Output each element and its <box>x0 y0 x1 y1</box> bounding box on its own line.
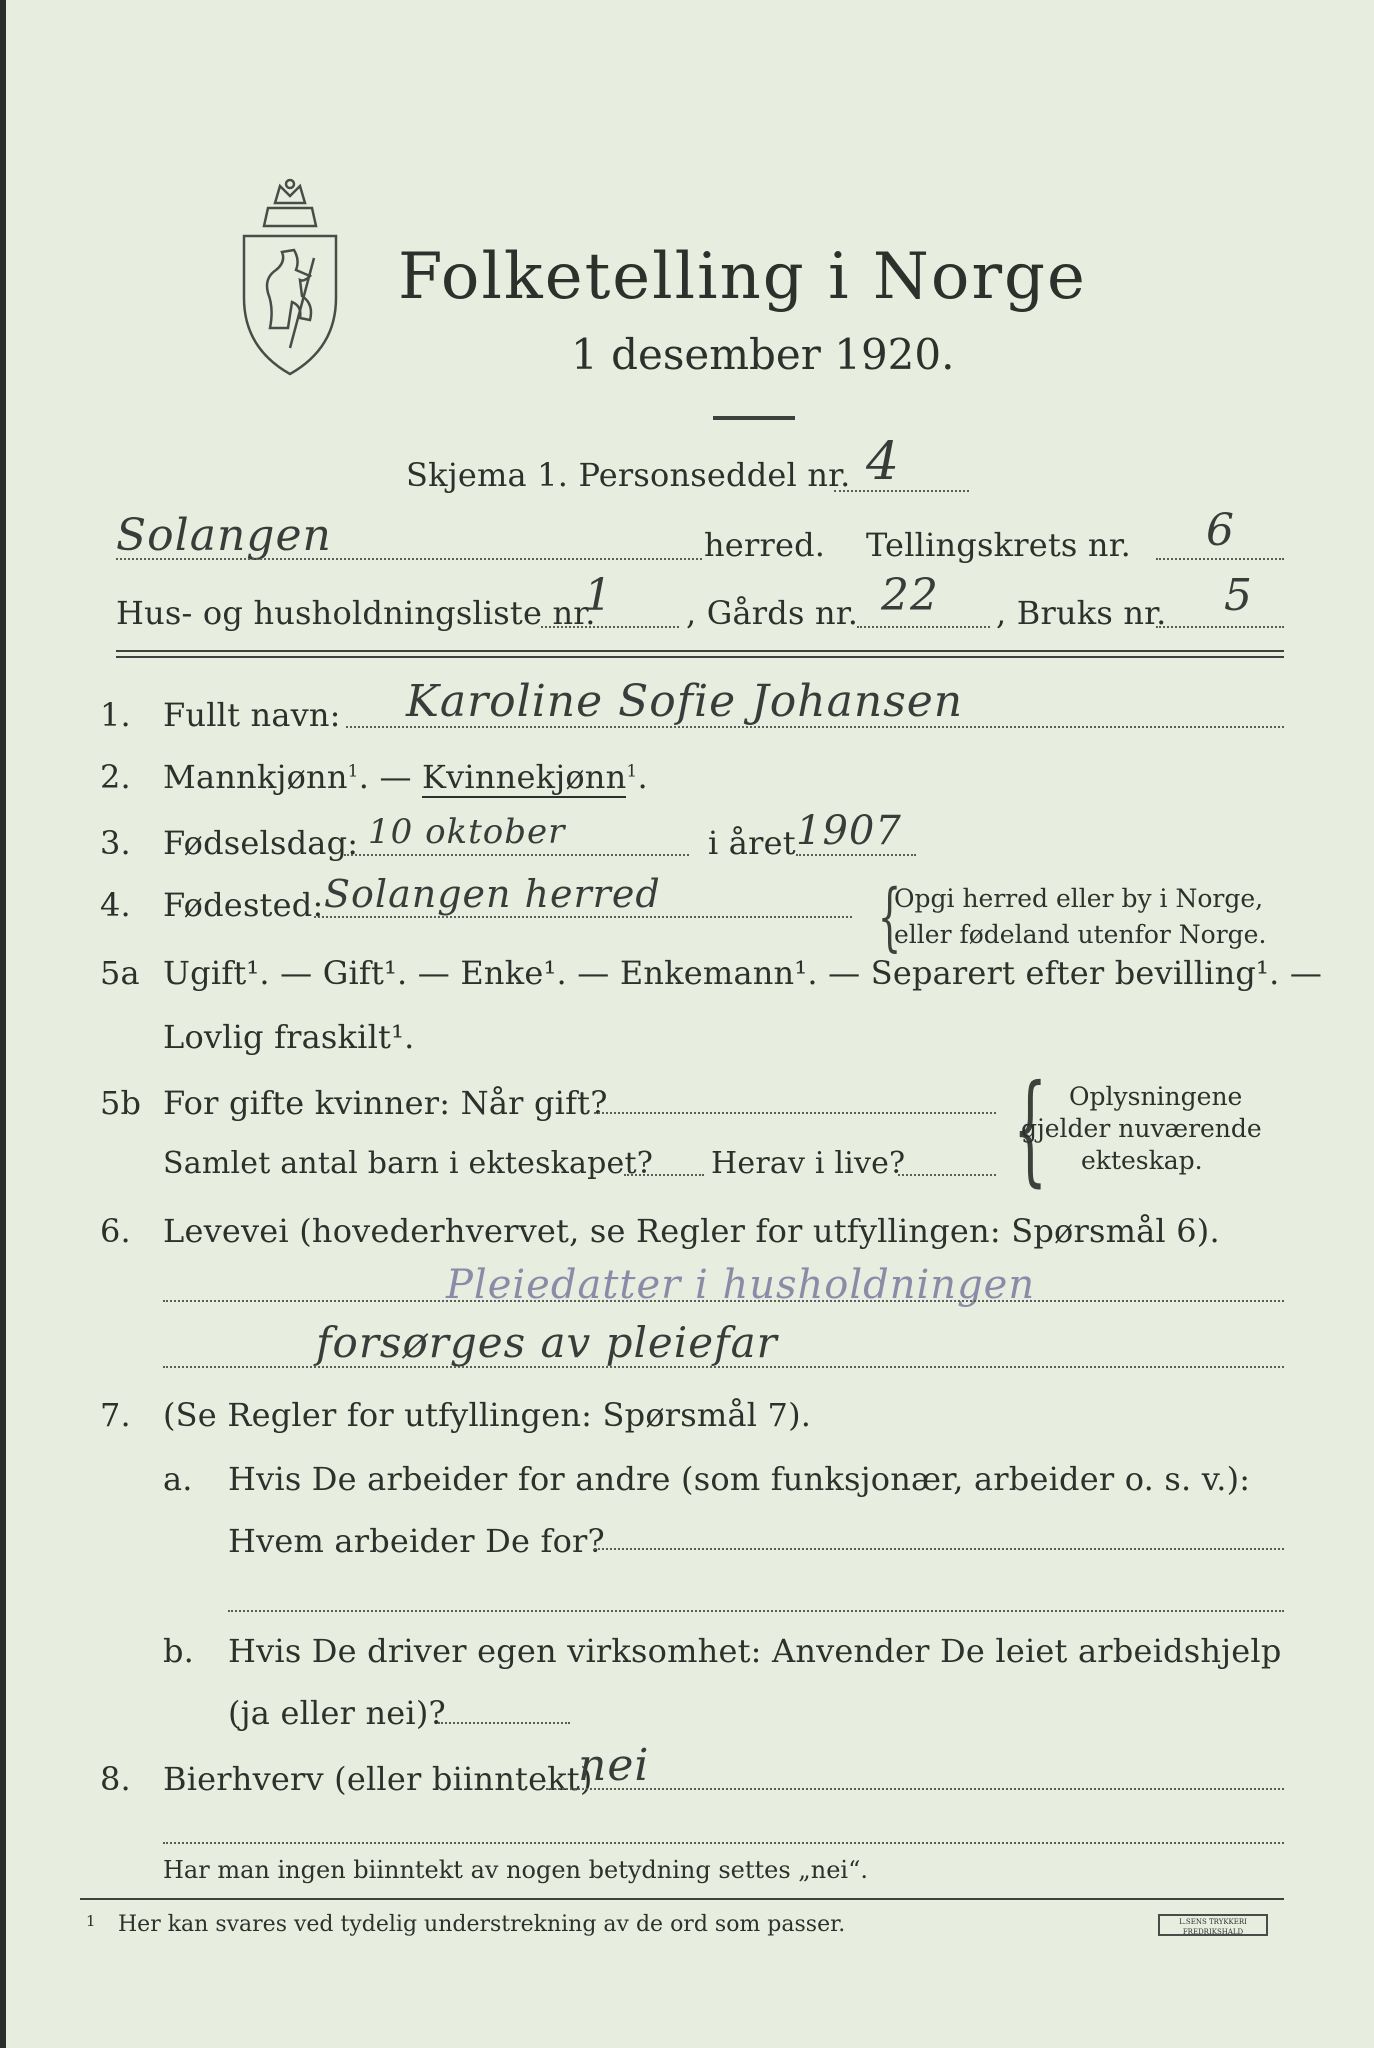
q6-dotline-2 <box>163 1366 1284 1368</box>
q5a-number: 5a <box>100 954 140 992</box>
q8-number: 8. <box>100 1760 131 1798</box>
personseddel-number: 4 <box>866 432 901 492</box>
gards-label: , Gårds nr. <box>686 594 859 632</box>
q2-male-option: Mannkjønn <box>163 758 348 796</box>
q7a-line2: Hvem arbeider De for? <box>228 1522 605 1560</box>
q8-dotline-1 <box>546 1788 1284 1790</box>
q3-year-dotline <box>796 854 916 856</box>
q8-value: nei <box>578 1740 650 1791</box>
q5b-married-dotline <box>594 1112 996 1114</box>
nei-instruction: Har man ingen biinntekt av nogen betydning settes „nei“. <box>163 1856 868 1884</box>
q4-note-line2: eller fødeland utenfor Norge. <box>894 920 1267 949</box>
husliste-value: 1 <box>584 570 613 621</box>
q7b-line1: Hvis De driver egen virksomhet: Anvender De leiet arbeidshjelp <box>228 1632 1282 1670</box>
q2-gender: Mannkjønn$^1$. — Kvinnekjønn$^1$. <box>163 758 648 796</box>
q7b-number: b. <box>163 1632 195 1670</box>
q8-dotline-2 <box>163 1842 1284 1844</box>
footnote-rule <box>80 1898 1284 1900</box>
herred-label: herred. <box>704 526 826 564</box>
q7a-dotline-2 <box>228 1610 1284 1612</box>
q5b-note-line1: Oplysningene <box>1069 1082 1243 1111</box>
bruks-value: 5 <box>1224 570 1253 621</box>
q2-female-option: Kvinnekjønn <box>422 758 627 796</box>
bruks-dotline <box>1156 626 1284 628</box>
herred-value: Solangen <box>116 510 332 561</box>
q5b-note-line2: gjelder nuværende <box>1021 1114 1262 1143</box>
q7a-number: a. <box>163 1460 193 1498</box>
q4-note-line1: Opgi herred eller by i Norge, <box>894 884 1264 913</box>
q3-dotline <box>344 854 689 856</box>
q1-full-name: Karoline Sofie Johansen <box>406 676 964 727</box>
q5a-options-line2: Lovlig fraskilt¹. <box>163 1018 415 1056</box>
herred-dotline <box>116 558 702 560</box>
q1-label: Fullt navn: <box>163 696 341 734</box>
q7-label: (Se Regler for utfyllingen: Spørsmål 7). <box>163 1396 812 1434</box>
q3-label: Fødselsdag: <box>163 824 359 862</box>
q2-end: . <box>637 758 648 796</box>
coat-of-arms-icon <box>230 178 350 378</box>
footnote-text: Her kan svares ved tydelig understrekning av de ord som passer. <box>118 1912 846 1937</box>
header-rule-bottom <box>116 656 1284 658</box>
q7b-line2: (ja eller nei)? <box>228 1694 446 1732</box>
schema-label: Skjema 1. Personseddel nr. <box>406 456 851 494</box>
gards-value: 22 <box>881 570 939 621</box>
schema-dotline <box>834 490 969 492</box>
printer-stamp: L.SENS TRYKKERI FREDRIKSHALD <box>1158 1914 1268 1936</box>
q3-year-label: i året <box>708 824 796 862</box>
q5b-children-label: Samlet antal barn i ekteskapet? <box>163 1146 654 1181</box>
husliste-dotline <box>541 626 679 628</box>
q5b-note-line3: ekteskap. <box>1081 1146 1203 1175</box>
q4-birthplace: Solangen herred <box>324 872 661 916</box>
q5b-alive-dotline <box>898 1174 996 1176</box>
footnote-number: 1 <box>86 1912 96 1930</box>
q7a-dotline-1 <box>594 1548 1284 1550</box>
q6-occupation-line1: Pleiedatter i husholdningen <box>446 1262 1036 1308</box>
form-title: Folketelling i Norge <box>398 240 1087 314</box>
q2-separator: . — <box>358 758 423 796</box>
q6-label: Levevei (hovederhvervet, se Regler for utfyllingen: Spørsmål 6). <box>163 1212 1220 1250</box>
q1-number: 1. <box>100 696 131 734</box>
title-divider <box>713 416 795 420</box>
q6-dotline-1 <box>163 1300 1284 1302</box>
q3-number: 3. <box>100 824 131 862</box>
q4-dotline <box>314 916 852 918</box>
q7-number: 7. <box>100 1396 131 1434</box>
q4-number: 4. <box>100 886 131 924</box>
q4-label: Fødested: <box>163 886 324 924</box>
tellingskrets-value: 6 <box>1206 505 1235 556</box>
q7b-dotline <box>438 1722 570 1724</box>
q2-number: 2. <box>100 758 131 796</box>
q5b-brace: { <box>1012 1060 1048 1199</box>
bruks-label: , Bruks nr. <box>996 594 1167 632</box>
q4-brace: { <box>877 874 902 960</box>
q3-birthday: 10 oktober <box>368 812 566 852</box>
census-date: 1 desember 1920. <box>571 330 955 379</box>
q5b-number: 5b <box>100 1084 142 1122</box>
husliste-label: Hus- og husholdningsliste nr. <box>116 594 596 632</box>
q3-birth-year: 1907 <box>796 808 902 854</box>
q5b-married-label: For gifte kvinner: Når gift? <box>163 1084 608 1122</box>
q5a-options-line1: Ugift¹. — Gift¹. — Enke¹. — Enkemann¹. — Separert efter bevilling¹. — <box>163 954 1323 992</box>
q5b-children-dotline <box>624 1174 704 1176</box>
q6-number: 6. <box>100 1212 131 1250</box>
q6-occupation-line2: forsørges av pleiefar <box>316 1318 778 1367</box>
q7a-line1: Hvis De arbeider for andre (som funksjonær, arbeider o. s. v.): <box>228 1460 1251 1498</box>
tellingskrets-dotline <box>1156 558 1284 560</box>
header-rule-top <box>116 650 1284 652</box>
gards-dotline <box>857 626 990 628</box>
q8-label: Bierhverv (eller biinntekt) <box>163 1760 593 1798</box>
q5b-alive-label: Herav i live? <box>711 1146 906 1181</box>
tellingskrets-label: Tellingskrets nr. <box>866 526 1132 564</box>
